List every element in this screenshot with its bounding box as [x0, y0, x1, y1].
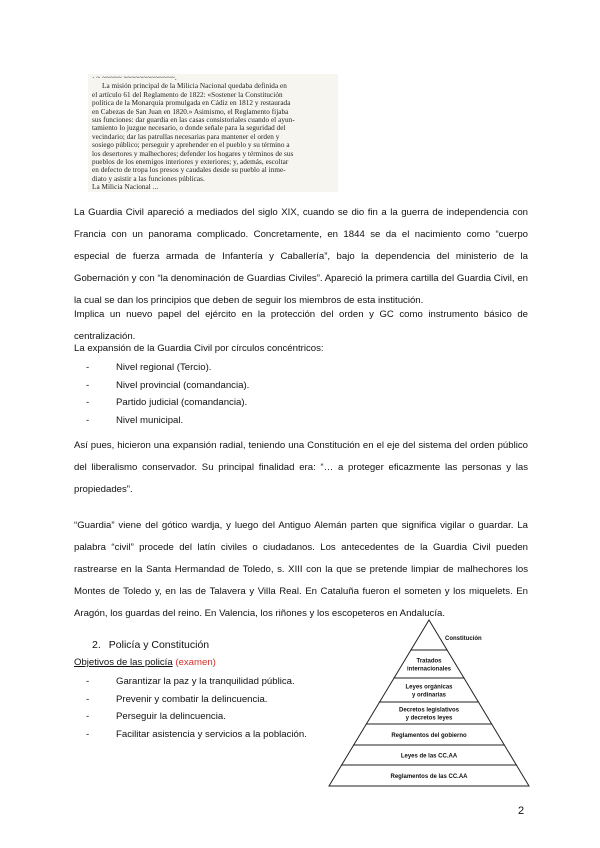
section-title: Policía y Constitución: [108, 639, 210, 651]
list-item: - Nivel regional (Tercio).: [86, 362, 212, 373]
scan-fragment: · ~ ~~~~~ ~~~~~~~~~~~~~.: [92, 74, 177, 82]
section-heading: [92, 639, 209, 651]
scan-line: diato y asistir a las funciones públicas.: [92, 174, 205, 183]
list-item: - Partido judicial (comandancia).: [86, 397, 248, 408]
list-item: - Nivel municipal.: [86, 414, 184, 426]
section-number: 2.: [92, 639, 101, 651]
scan-line: La misión principal de la Milicia Nacional quedaba definida en: [102, 82, 287, 91]
pyramid-label: Tratados: [416, 658, 442, 665]
pyramid-label: internacionales: [406, 666, 452, 673]
pyramid-label: y ordinarias: [411, 692, 447, 699]
paragraph-radial: [74, 435, 528, 501]
pyramid-label: y decretos leyes: [405, 715, 453, 722]
scan-line: sus funciones: dar guardia en las casas consistoriales cuando el ayun-: [92, 116, 295, 125]
paragraph-origin: [74, 202, 528, 312]
list-item: - Garantizar la paz y la tranquilidad pública.: [86, 676, 295, 687]
paragraph-etymology: [74, 515, 528, 625]
scan-line: en Cabezas de San Juan en 1820.» Asimismo, el Reglamento fijaba: [92, 107, 289, 116]
scan-line: sosiego público; perseguir y aprehender en el pueblo y su término a: [92, 141, 290, 150]
exam-tag: (examen): [175, 657, 216, 668]
paragraph-text: Así pues, hicieron una expansión radial, teniendo una Constitución en el eje del sistema del orden público del liberalismo conservador. Su principal finalidad era: “… a proteger eficazmente las personas y las propiedades”.: [74, 440, 528, 495]
levels-list: [86, 359, 249, 429]
paragraph-expansion: [74, 340, 528, 358]
scan-line: La Milicia Nacional ...: [92, 183, 159, 192]
pyramid-label: Decretos legislativos: [398, 707, 460, 714]
pyramid-label: Reglamentos del gobierno: [391, 733, 467, 739]
pyramid-label: Leyes orgánicas: [405, 684, 453, 691]
scan-line: en defecto de tropa los presos y caudales desde su pueblo al inme-: [92, 166, 286, 175]
legal-hierarchy-pyramid: [325, 618, 535, 788]
pyramid-label: Constitución: [445, 636, 482, 642]
scan-line: los desertores y malhechores; defender los hogares y términos de sus: [92, 149, 294, 158]
pyramid-band: [411, 620, 447, 650]
list-item: - Nivel provincial (comandancia).: [86, 379, 250, 391]
objectives-list: [86, 673, 307, 743]
scanned-excerpt: [88, 74, 338, 192]
scan-line: pueblos de los enemigos interiores y exteriores; y, además, escoltar: [92, 158, 289, 167]
scan-line: vecindario; dar las patrullas necesarias para mantener el orden y: [92, 132, 280, 141]
paragraph-text: La Guardia Civil apareció a mediados del siglo XIX, cuando se dio fin a la guerra de independencia con Francia con un panorama complicado. Concretamente, en 1844 se da el nacimiento como “cuerpo especial de fuerza armada de Infantería y Caballería”, bajo la dependencia del ministerio de la Gobernación y con “la denominación de Guardias Civiles”. Apareció la primera cartilla del Guardia Civil, en la cual se dan los principios que deben de seguir los miembros de esta institución.: [74, 207, 528, 306]
scan-line: política de la Monarquía promulgada en Cádiz en 1812 y restaurada: [92, 99, 291, 108]
list-item: - Prevenir y combatir la delincuencia.: [86, 693, 268, 705]
paragraph-text: “Guardia” viene del gótico wardja, y luego del Antiguo Alemán parten que significa vigilar o guardar. La palabra “civil” procede del latín civiles o ciudadanos. Los antecedentes de la Guardia Civil pueden rastrearse en la Santa Hermandad de Toledo, s. XIII con la que se pretende limpiar de malhechores los Montes de Toledo y, en las de Talavera y Villa Real. En Cataluña fueron el someten y los miquelets. En Aragón, los guardas del reino. En Valencia, los riñones y los escopeteros en Andalucía.: [74, 520, 528, 619]
objectives-label: Objetivos de las policía: [74, 657, 173, 668]
list-item: - Facilitar asistencia y servicios a la población.: [86, 728, 307, 740]
paragraph-text: Implica un nuevo papel del ejército en la protección del orden y GC como instrumento básico de centralización.: [74, 309, 528, 342]
list-item: - Perseguir la delincuencia.: [86, 711, 226, 722]
scan-line: el artículo 61 del Reglamento de 1822: «Sostener la Constitución: [92, 90, 283, 99]
paragraph-text: La expansión de la Guardia Civil por círculos concéntricos:: [74, 343, 324, 354]
page-number: 2: [518, 805, 525, 817]
objectives-heading: [74, 657, 216, 668]
pyramid-label: Leyes de las CC.AA: [400, 753, 458, 760]
scan-line: tamiento lo juzgue necesario, o donde señale para la seguridad del: [92, 124, 286, 133]
pyramid-label: Reglamentos de las CC.AA: [390, 774, 468, 780]
